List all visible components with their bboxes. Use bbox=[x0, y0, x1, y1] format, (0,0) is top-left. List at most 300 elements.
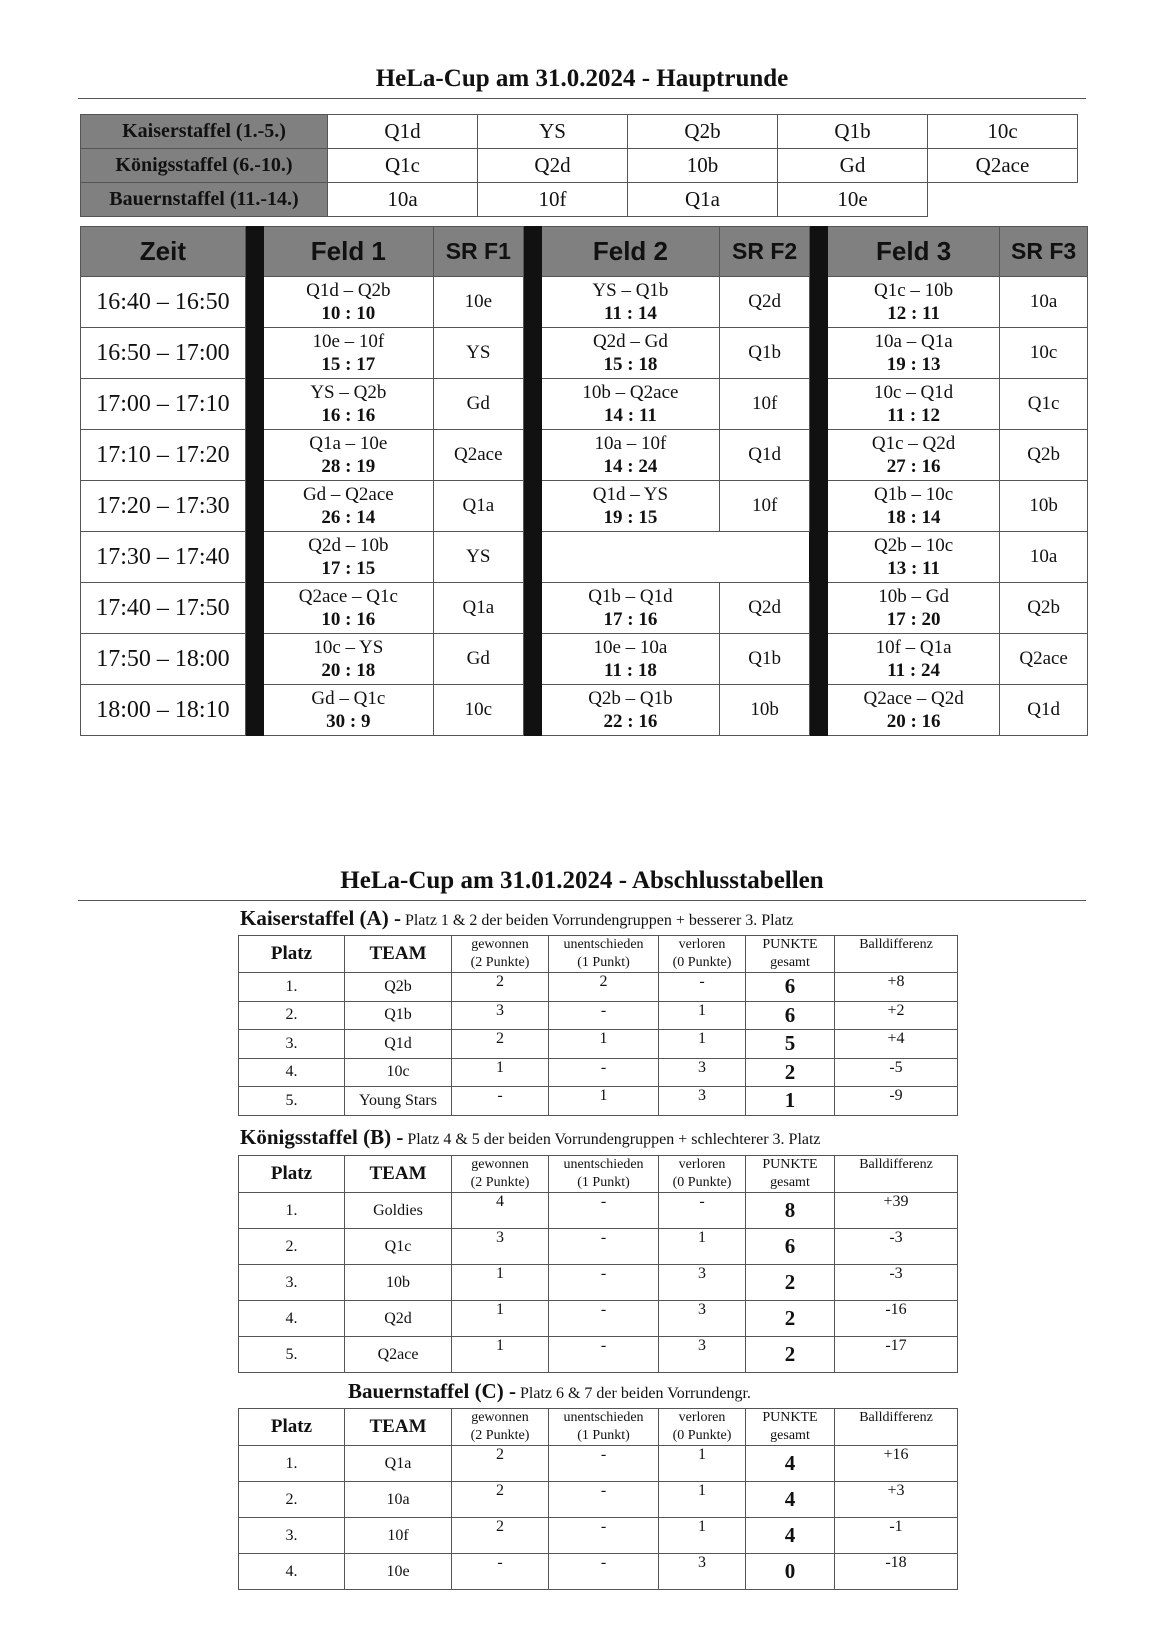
points-header-line1: PUNKTE bbox=[762, 1410, 818, 1425]
sr-f3-header: SR F3 bbox=[1000, 227, 1088, 277]
ball-diff: +39 bbox=[835, 1193, 958, 1229]
lost-count: 3 bbox=[659, 1554, 746, 1590]
match-teams: 10c – Q1d bbox=[874, 382, 954, 403]
staffel-team: Gd bbox=[778, 149, 928, 183]
match-teams: 10b – Gd bbox=[878, 586, 949, 607]
staffel-team: Q1b bbox=[778, 115, 928, 149]
rank: 2. bbox=[239, 1229, 345, 1265]
sr-f2-header: SR F2 bbox=[720, 227, 810, 277]
rank: 1. bbox=[239, 1446, 345, 1482]
match-score: 17 : 15 bbox=[321, 558, 376, 579]
time-slot: 18:00 – 18:10 bbox=[81, 685, 246, 736]
team-name: Q2d bbox=[345, 1301, 452, 1337]
match-teams: 10e – 10f bbox=[312, 331, 385, 352]
won-count: 2 bbox=[452, 1482, 549, 1518]
match-cell bbox=[827, 328, 999, 379]
staffel-assignment-table bbox=[80, 114, 1078, 217]
staffel-label: Bauernstaffel (11.-14.) bbox=[81, 183, 328, 217]
final-table-row bbox=[239, 1337, 958, 1373]
final-table-row bbox=[239, 1087, 958, 1116]
ball-diff: -5 bbox=[835, 1058, 958, 1087]
final-table bbox=[238, 1408, 958, 1590]
referee-cell: Gd bbox=[433, 379, 523, 430]
team-name: Q1a bbox=[345, 1446, 452, 1482]
empty-cell bbox=[928, 183, 1078, 217]
time-slot: 17:00 – 17:10 bbox=[81, 379, 246, 430]
won-header-line1: gewonnen bbox=[471, 1410, 529, 1425]
divider-bar bbox=[523, 227, 541, 277]
staffel-label: Kaiserstaffel (1.-5.) bbox=[81, 115, 328, 149]
referee-cell: 10a bbox=[1000, 532, 1088, 583]
staffel-team: 10e bbox=[778, 183, 928, 217]
final-table-row bbox=[239, 1482, 958, 1518]
match-teams: 10b – Q2ace bbox=[582, 382, 679, 403]
final-table-heading bbox=[240, 906, 793, 931]
divider-bar bbox=[810, 277, 828, 328]
divider-bar bbox=[523, 583, 541, 634]
lost-count: - bbox=[659, 1193, 746, 1229]
points-total: 0 bbox=[746, 1554, 835, 1590]
staffel-name: Königsstaffel (B) - bbox=[240, 1125, 404, 1149]
match-score: 15 : 18 bbox=[603, 354, 658, 375]
rank: 2. bbox=[239, 1482, 345, 1518]
referee-cell: 10b bbox=[720, 685, 810, 736]
divider-bar bbox=[523, 277, 541, 328]
zeit-header: Zeit bbox=[81, 227, 246, 277]
lost-header-line2: (0 Punkte) bbox=[672, 1428, 732, 1443]
draw-count: - bbox=[549, 1518, 659, 1554]
points-header bbox=[746, 936, 835, 973]
ball-diff: -3 bbox=[835, 1229, 958, 1265]
time-slot: 17:30 – 17:40 bbox=[81, 532, 246, 583]
team-name: Goldies bbox=[345, 1193, 452, 1229]
draw-count: - bbox=[549, 1301, 659, 1337]
match-score: 10 : 16 bbox=[321, 609, 376, 630]
divider-bar bbox=[810, 481, 828, 532]
match-teams: YS – Q2b bbox=[310, 382, 387, 403]
referee-cell: Q1b bbox=[720, 328, 810, 379]
match-cell bbox=[263, 430, 433, 481]
time-slot: 17:10 – 17:20 bbox=[81, 430, 246, 481]
match-cell bbox=[827, 430, 999, 481]
schedule-row bbox=[81, 328, 1088, 379]
staffel-team: 10c bbox=[928, 115, 1078, 149]
team-name: Q1c bbox=[345, 1229, 452, 1265]
sr-f1-header: SR F1 bbox=[433, 227, 523, 277]
staffel-row bbox=[81, 115, 1078, 149]
divider-bar bbox=[810, 328, 828, 379]
referee-cell: Q2ace bbox=[1000, 634, 1088, 685]
final-table bbox=[238, 935, 958, 1116]
draw-header bbox=[549, 1156, 659, 1193]
divider-bar bbox=[245, 328, 263, 379]
empty-match bbox=[541, 532, 809, 583]
won-count: 2 bbox=[452, 1446, 549, 1482]
rank: 2. bbox=[239, 1001, 345, 1030]
lost-count: 3 bbox=[659, 1058, 746, 1087]
lost-header-line1: verloren bbox=[678, 1410, 726, 1425]
points-total: 6 bbox=[746, 1229, 835, 1265]
final-table-row bbox=[239, 1193, 958, 1229]
team-name: Young Stars bbox=[345, 1087, 452, 1116]
match-cell bbox=[263, 481, 433, 532]
match-score: 11 : 12 bbox=[887, 405, 940, 426]
staffel-name: Kaiserstaffel (A) - bbox=[240, 906, 401, 930]
draw-count: - bbox=[549, 1001, 659, 1030]
referee-cell: 10e bbox=[433, 277, 523, 328]
won-header bbox=[452, 1156, 549, 1193]
draw-count: - bbox=[549, 1193, 659, 1229]
divider-bar bbox=[810, 227, 828, 277]
schedule-header-row bbox=[81, 227, 1088, 277]
referee-cell: Q2b bbox=[1000, 430, 1088, 481]
match-cell bbox=[541, 277, 720, 328]
match-teams: Gd – Q1c bbox=[311, 688, 386, 709]
lost-count: 3 bbox=[659, 1337, 746, 1373]
draw-header bbox=[549, 1409, 659, 1446]
points-total: 6 bbox=[746, 973, 835, 1002]
team-name: 10b bbox=[345, 1265, 452, 1301]
ball-diff: -9 bbox=[835, 1087, 958, 1116]
final-tables-title: HeLa-Cup am 31.01.2024 - Abschlusstabellen bbox=[78, 862, 1086, 901]
draw-header bbox=[549, 936, 659, 973]
referee-cell: Q2d bbox=[720, 583, 810, 634]
match-score: 14 : 11 bbox=[604, 405, 657, 426]
time-slot: 16:50 – 17:00 bbox=[81, 328, 246, 379]
match-teams: 10a – 10f bbox=[594, 433, 667, 454]
staffel-row bbox=[81, 183, 1078, 217]
divider-bar bbox=[523, 379, 541, 430]
platz-header: Platz bbox=[239, 936, 345, 973]
divider-bar bbox=[810, 430, 828, 481]
match-cell bbox=[827, 277, 999, 328]
won-count: 1 bbox=[452, 1058, 549, 1087]
match-teams: Q2b – 10c bbox=[874, 535, 954, 556]
final-table-row bbox=[239, 973, 958, 1002]
match-teams: Q2ace – Q1c bbox=[298, 586, 398, 607]
schedule-row bbox=[81, 634, 1088, 685]
match-teams: Q1c – Q2d bbox=[871, 433, 956, 454]
match-score: 30 : 9 bbox=[326, 711, 371, 732]
rank: 4. bbox=[239, 1301, 345, 1337]
match-cell bbox=[263, 379, 433, 430]
draw-count: 1 bbox=[549, 1030, 659, 1059]
ball-diff: +3 bbox=[835, 1482, 958, 1518]
draw-count: - bbox=[549, 1337, 659, 1373]
won-count: 2 bbox=[452, 1518, 549, 1554]
staffel-name: Bauernstaffel (C) - bbox=[348, 1379, 516, 1403]
won-count: 1 bbox=[452, 1301, 549, 1337]
match-teams: Q1d – YS bbox=[592, 484, 669, 505]
match-score: 11 : 14 bbox=[604, 303, 657, 324]
match-score: 20 : 18 bbox=[321, 660, 376, 681]
match-score: 16 : 16 bbox=[321, 405, 376, 426]
ball-diff: -16 bbox=[835, 1301, 958, 1337]
final-table-header-row bbox=[239, 1409, 958, 1446]
won-header-line2: (2 Punkte) bbox=[470, 1428, 530, 1443]
schedule-row bbox=[81, 583, 1088, 634]
team-name: Q1b bbox=[345, 1001, 452, 1030]
match-teams: 10c – YS bbox=[313, 637, 384, 658]
match-cell bbox=[541, 430, 720, 481]
staffel-team: 10a bbox=[328, 183, 478, 217]
divider-bar bbox=[523, 634, 541, 685]
final-table-row bbox=[239, 1001, 958, 1030]
match-teams: YS – Q1b bbox=[592, 280, 669, 301]
team-name: 10f bbox=[345, 1518, 452, 1554]
divider-bar bbox=[245, 277, 263, 328]
points-header-line2: gesamt bbox=[770, 1428, 810, 1443]
referee-cell: 10a bbox=[1000, 277, 1088, 328]
lost-count: 3 bbox=[659, 1087, 746, 1116]
won-header-line1: gewonnen bbox=[471, 1157, 529, 1172]
staffel-team: Q1d bbox=[328, 115, 478, 149]
time-slot: 16:40 – 16:50 bbox=[81, 277, 246, 328]
match-score: 14 : 24 bbox=[603, 456, 658, 477]
won-header bbox=[452, 936, 549, 973]
referee-cell: 10b bbox=[1000, 481, 1088, 532]
match-score: 22 : 16 bbox=[603, 711, 658, 732]
won-count: 2 bbox=[452, 973, 549, 1002]
points-total: 6 bbox=[746, 1001, 835, 1030]
match-score: 28 : 19 bbox=[321, 456, 376, 477]
lost-count: 3 bbox=[659, 1301, 746, 1337]
won-count: - bbox=[452, 1087, 549, 1116]
final-table-header-row bbox=[239, 936, 958, 973]
divider-bar bbox=[245, 685, 263, 736]
match-teams: Q1a – 10e bbox=[309, 433, 388, 454]
points-header-line1: PUNKTE bbox=[762, 937, 818, 952]
match-teams: Gd – Q2ace bbox=[302, 484, 394, 505]
referee-cell: Gd bbox=[433, 634, 523, 685]
draw-header-line2: (1 Punkt) bbox=[577, 955, 630, 970]
referee-cell: YS bbox=[433, 532, 523, 583]
lost-count: 1 bbox=[659, 1001, 746, 1030]
rank: 3. bbox=[239, 1030, 345, 1059]
lost-header-line1: verloren bbox=[678, 1157, 726, 1172]
staffel-team: YS bbox=[478, 115, 628, 149]
draw-header-line2: (1 Punkt) bbox=[577, 1175, 630, 1190]
final-table bbox=[238, 1155, 958, 1373]
final-table-heading bbox=[240, 1125, 821, 1150]
rank: 1. bbox=[239, 973, 345, 1002]
match-score: 27 : 16 bbox=[886, 456, 941, 477]
draw-count: - bbox=[549, 1058, 659, 1087]
lost-count: 1 bbox=[659, 1030, 746, 1059]
team-name: 10c bbox=[345, 1058, 452, 1087]
points-total: 2 bbox=[746, 1265, 835, 1301]
won-header-line2: (2 Punkte) bbox=[470, 1175, 530, 1190]
match-cell bbox=[541, 685, 720, 736]
ball-diff: -18 bbox=[835, 1554, 958, 1590]
referee-cell: Q1a bbox=[433, 481, 523, 532]
staffel-label: Königsstaffel (6.-10.) bbox=[81, 149, 328, 183]
draw-count: 2 bbox=[549, 973, 659, 1002]
match-score: 11 : 24 bbox=[887, 660, 940, 681]
points-total: 2 bbox=[746, 1301, 835, 1337]
final-table-row bbox=[239, 1301, 958, 1337]
match-score: 19 : 13 bbox=[886, 354, 941, 375]
rank: 5. bbox=[239, 1087, 345, 1116]
referee-cell: Q1d bbox=[720, 430, 810, 481]
points-total: 5 bbox=[746, 1030, 835, 1059]
won-count: 1 bbox=[452, 1265, 549, 1301]
match-score: 11 : 18 bbox=[604, 660, 657, 681]
match-score: 17 : 16 bbox=[603, 609, 658, 630]
match-cell bbox=[541, 328, 720, 379]
schedule-row bbox=[81, 532, 1088, 583]
draw-count: - bbox=[549, 1482, 659, 1518]
draw-header-line1: unentschieden bbox=[563, 1410, 644, 1425]
lost-count: 1 bbox=[659, 1446, 746, 1482]
match-score: 18 : 14 bbox=[886, 507, 941, 528]
staffel-team: Q2ace bbox=[928, 149, 1078, 183]
won-header bbox=[452, 1409, 549, 1446]
divider-bar bbox=[245, 532, 263, 583]
referee-cell: Q1c bbox=[1000, 379, 1088, 430]
draw-count: - bbox=[549, 1446, 659, 1482]
staffel-team: Q2b bbox=[628, 115, 778, 149]
referee-cell: 10f bbox=[720, 481, 810, 532]
match-teams: Q2b – Q1b bbox=[588, 688, 673, 709]
team-name: 10e bbox=[345, 1554, 452, 1590]
ball-diff: +4 bbox=[835, 1030, 958, 1059]
ball-diff: +16 bbox=[835, 1446, 958, 1482]
match-teams: 10e – 10a bbox=[593, 637, 668, 658]
match-cell bbox=[263, 583, 433, 634]
match-cell bbox=[827, 481, 999, 532]
match-teams: Q1b – Q1d bbox=[588, 586, 673, 607]
match-cell bbox=[263, 328, 433, 379]
match-teams: Q2d – Gd bbox=[592, 331, 668, 352]
staffel-team: Q2d bbox=[478, 149, 628, 183]
staffel-note: Platz 4 & 5 der beiden Vorrundengruppen + schlechterer 3. Platz bbox=[407, 1131, 821, 1148]
final-table-row bbox=[239, 1030, 958, 1059]
points-total: 4 bbox=[746, 1482, 835, 1518]
schedule-row bbox=[81, 277, 1088, 328]
match-cell bbox=[541, 379, 720, 430]
lost-count: 1 bbox=[659, 1229, 746, 1265]
match-cell bbox=[541, 583, 720, 634]
staffel-note: Platz 1 & 2 der beiden Vorrundengruppen + besserer 3. Platz bbox=[404, 912, 794, 929]
won-header-line2: (2 Punkte) bbox=[470, 955, 530, 970]
divider-bar bbox=[810, 532, 828, 583]
staffel-team: Q1a bbox=[628, 183, 778, 217]
divider-bar bbox=[523, 430, 541, 481]
lost-header bbox=[659, 1409, 746, 1446]
match-score: 15 : 17 bbox=[321, 354, 376, 375]
lost-header-line2: (0 Punkte) bbox=[672, 955, 732, 970]
referee-cell: Q2b bbox=[1000, 583, 1088, 634]
lost-count: - bbox=[659, 973, 746, 1002]
divider-bar bbox=[245, 583, 263, 634]
match-score: 19 : 15 bbox=[603, 507, 658, 528]
team-name: 10a bbox=[345, 1482, 452, 1518]
final-table-row bbox=[239, 1518, 958, 1554]
diff-header: Balldifferenz bbox=[835, 936, 958, 973]
referee-cell: Q1b bbox=[720, 634, 810, 685]
won-count: 4 bbox=[452, 1193, 549, 1229]
divider-bar bbox=[810, 685, 828, 736]
divider-bar bbox=[810, 634, 828, 685]
staffel-team: Q1c bbox=[328, 149, 478, 183]
match-cell bbox=[827, 685, 999, 736]
match-score: 17 : 20 bbox=[886, 609, 941, 630]
match-score: 26 : 14 bbox=[321, 507, 376, 528]
rank: 1. bbox=[239, 1193, 345, 1229]
referee-cell: Q1a bbox=[433, 583, 523, 634]
team-name: Q1d bbox=[345, 1030, 452, 1059]
schedule-row bbox=[81, 379, 1088, 430]
time-slot: 17:50 – 18:00 bbox=[81, 634, 246, 685]
referee-cell: 10c bbox=[1000, 328, 1088, 379]
referee-cell: Q1d bbox=[1000, 685, 1088, 736]
lost-count: 3 bbox=[659, 1265, 746, 1301]
points-total: 4 bbox=[746, 1446, 835, 1482]
referee-cell: YS bbox=[433, 328, 523, 379]
points-total: 4 bbox=[746, 1518, 835, 1554]
points-header bbox=[746, 1409, 835, 1446]
referee-cell: 10c bbox=[433, 685, 523, 736]
final-table-header-row bbox=[239, 1156, 958, 1193]
diff-header: Balldifferenz bbox=[835, 1409, 958, 1446]
match-teams: Q1d – Q2b bbox=[306, 280, 391, 301]
staffel-row bbox=[81, 149, 1078, 183]
rank: 4. bbox=[239, 1554, 345, 1590]
draw-header-line2: (1 Punkt) bbox=[577, 1428, 630, 1443]
schedule-row bbox=[81, 481, 1088, 532]
match-teams: Q2d – 10b bbox=[308, 535, 389, 556]
referee-cell: Q2d bbox=[720, 277, 810, 328]
draw-count: - bbox=[549, 1265, 659, 1301]
rank: 3. bbox=[239, 1265, 345, 1301]
main-round-title: HeLa-Cup am 31.0.2024 - Hauptrunde bbox=[78, 60, 1086, 99]
draw-count: 1 bbox=[549, 1087, 659, 1116]
divider-bar bbox=[523, 685, 541, 736]
lost-count: 1 bbox=[659, 1482, 746, 1518]
match-cell bbox=[263, 634, 433, 685]
divider-bar bbox=[523, 532, 541, 583]
final-table-row bbox=[239, 1229, 958, 1265]
match-cell bbox=[263, 532, 433, 583]
rank: 5. bbox=[239, 1337, 345, 1373]
divider-bar bbox=[523, 328, 541, 379]
won-header-line1: gewonnen bbox=[471, 937, 529, 952]
match-score: 20 : 16 bbox=[886, 711, 941, 732]
divider-bar bbox=[245, 227, 263, 277]
match-teams: Q1b – 10c bbox=[874, 484, 954, 505]
lost-count: 1 bbox=[659, 1518, 746, 1554]
match-cell bbox=[263, 277, 433, 328]
final-table-row bbox=[239, 1446, 958, 1482]
match-cell bbox=[263, 685, 433, 736]
divider-bar bbox=[810, 583, 828, 634]
feld3-header: Feld 3 bbox=[827, 227, 999, 277]
match-teams: 10a – Q1a bbox=[874, 331, 953, 352]
divider-bar bbox=[810, 379, 828, 430]
match-cell bbox=[541, 481, 720, 532]
draw-header-line1: unentschieden bbox=[563, 1157, 644, 1172]
won-count: 3 bbox=[452, 1001, 549, 1030]
platz-header: Platz bbox=[239, 1156, 345, 1193]
draw-header-line1: unentschieden bbox=[563, 937, 644, 952]
points-total: 8 bbox=[746, 1193, 835, 1229]
won-count: 2 bbox=[452, 1030, 549, 1059]
team-name: Q2ace bbox=[345, 1337, 452, 1373]
diff-header: Balldifferenz bbox=[835, 1156, 958, 1193]
team-header: TEAM bbox=[345, 1409, 452, 1446]
staffel-note: Platz 6 & 7 der beiden Vorrundengr. bbox=[519, 1385, 751, 1402]
